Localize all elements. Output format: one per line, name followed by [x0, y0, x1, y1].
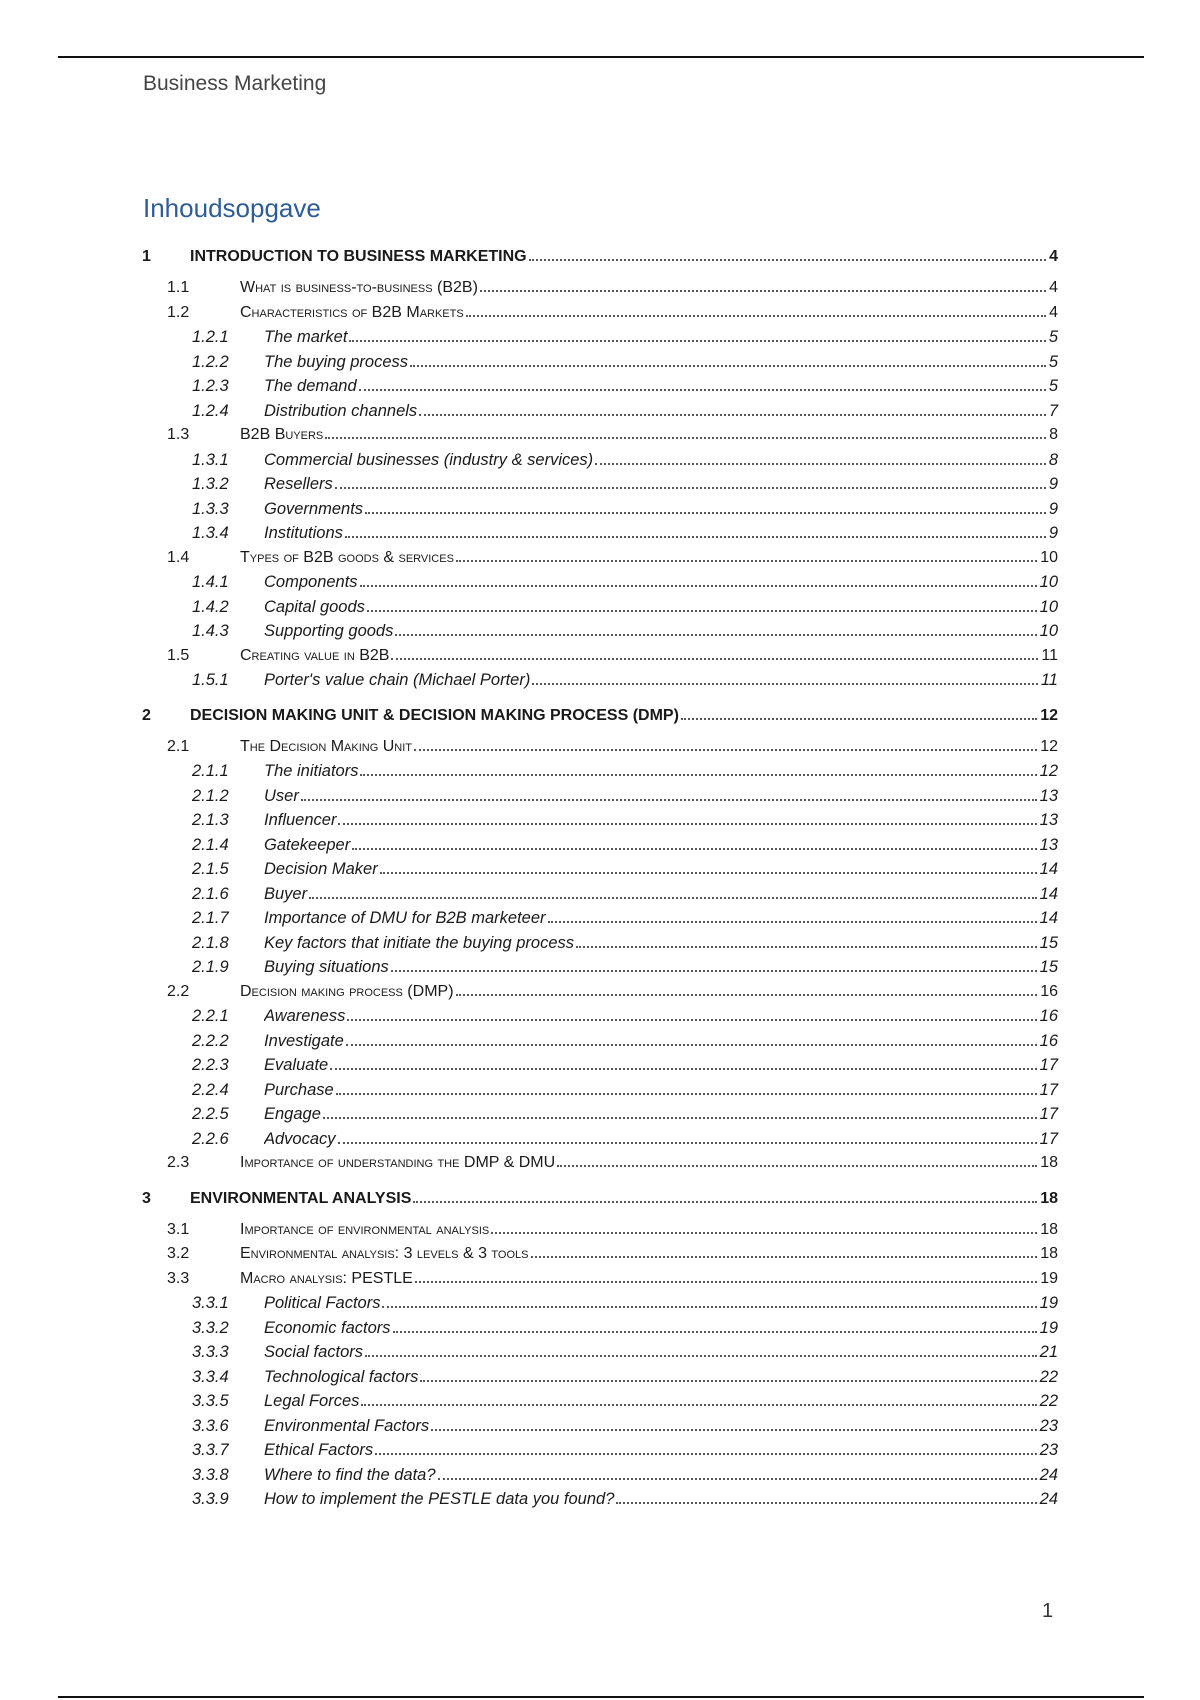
toc-entry-label: Creating value in B2B: [240, 646, 390, 664]
toc-entry-label: Resellers: [264, 475, 333, 493]
toc-leader-dots: [345, 536, 1046, 538]
toc-entry-label: Buying situations: [264, 958, 389, 976]
toc-entry-page: 17: [1039, 1056, 1058, 1074]
toc-entry-label: Technological factors: [264, 1367, 419, 1386]
toc-entry-label: Environmental analysis: 3 levels & 3 tools: [240, 1245, 529, 1262]
toc-leader-dots: [480, 290, 1046, 292]
toc-title: Inhoudsopgave: [143, 193, 321, 223]
toc-entry[interactable]: [140, 1151, 1058, 1176]
toc-entry-page: 19: [1039, 1318, 1058, 1337]
toc-entry-number: 3.3.1: [192, 1294, 229, 1312]
toc-entry[interactable]: [140, 1029, 1058, 1054]
toc-entry-page: 8: [1049, 426, 1058, 443]
toc-leader-dots: [391, 970, 1037, 972]
toc-entry-page: 23: [1039, 1416, 1058, 1435]
toc-entry-number: 2.1.7: [192, 909, 229, 927]
toc-entry[interactable]: [140, 350, 1058, 375]
toc-entry-label: How to implement the PESTLE data you found?: [264, 1490, 615, 1508]
toc-entry[interactable]: [140, 325, 1058, 350]
toc-entry-page: 10: [1039, 622, 1058, 640]
toc-leader-dots: [382, 1306, 1036, 1308]
toc-entry-label: Porter's value chain (Michael Porter): [264, 671, 531, 689]
toc-entry-page: 12: [1040, 737, 1058, 755]
toc-entry-page: 15: [1039, 958, 1058, 976]
toc-entry-number: 2.1.1: [192, 762, 229, 780]
toc-entry[interactable]: [140, 276, 1058, 301]
toc-entry-number: 2.2.2: [192, 1031, 229, 1050]
toc-leader-dots: [365, 1355, 1037, 1357]
toc-leader-dots: [456, 560, 1037, 562]
toc-entry[interactable]: [140, 595, 1058, 620]
toc-leader-dots: [346, 1044, 1037, 1046]
toc-leader-dots: [548, 921, 1037, 923]
toc-entry-page: 18: [1040, 1220, 1058, 1238]
toc-entry-number: 3.3: [167, 1269, 190, 1287]
toc-entry[interactable]: [140, 1340, 1058, 1365]
toc-entry-page: 5: [1048, 352, 1058, 371]
toc-entry-number: 1.3.1: [192, 450, 229, 469]
toc-entry-number: 3.3.9: [192, 1490, 229, 1508]
toc-entry-label: Environmental Factors: [264, 1416, 430, 1435]
toc-entry-page: 16: [1040, 982, 1058, 1000]
toc-entry-page: 5: [1048, 328, 1058, 346]
toc-entry-label: The demand: [264, 377, 357, 395]
toc-leader-dots: [323, 1117, 1037, 1119]
toc-entry[interactable]: [140, 1316, 1058, 1341]
toc-leader-dots: [414, 749, 1037, 751]
toc-leader-dots: [576, 946, 1037, 948]
toc-entry-label: Governments: [264, 499, 364, 518]
toc-entry-number: 3.2: [167, 1245, 190, 1262]
toc-entry-page: 13: [1039, 811, 1058, 829]
toc-entry-label: Decision making process (DMP): [240, 982, 454, 1000]
toc-entry-label: DECISION MAKING UNIT & DECISION MAKING PROCESS (DMP): [190, 706, 679, 724]
toc-entry-label: Characteristics of B2B Markets: [240, 303, 464, 321]
toc-entry-page: 10: [1039, 573, 1058, 591]
toc-leader-dots: [531, 1256, 1038, 1258]
header-rule: [58, 56, 1144, 58]
toc-entry[interactable]: [140, 448, 1058, 473]
toc-entry-page: 18: [1040, 1245, 1058, 1262]
toc-leader-dots: [375, 1453, 1037, 1455]
toc-entry-label: Macro analysis: PESTLE: [240, 1269, 413, 1287]
toc-entry-label: Investigate: [264, 1031, 344, 1050]
toc-entry-page: 19: [1039, 1294, 1058, 1312]
toc-entry-page: 24: [1039, 1490, 1058, 1508]
toc-entry-label: Advocacy: [264, 1129, 336, 1148]
toc-entry-label: Institutions: [264, 524, 343, 542]
toc-entry-number: 1.3: [167, 426, 190, 443]
toc-entry-page: 22: [1039, 1392, 1058, 1410]
toc-entry-label: The buying process: [264, 352, 408, 371]
toc-entry-page: 21: [1039, 1343, 1058, 1361]
toc-entry-page: 24: [1039, 1465, 1058, 1484]
toc-entry-label: Components: [264, 573, 358, 591]
toc-entry-page: 18: [1040, 1189, 1058, 1207]
toc-leader-dots: [336, 1093, 1037, 1095]
toc-entry[interactable]: [140, 784, 1058, 809]
toc-entry-page: 13: [1039, 786, 1058, 805]
toc-entry-number: 3.3.3: [192, 1343, 229, 1361]
toc-entry-page: 11: [1040, 671, 1058, 689]
toc-entry-label: Types of B2B goods & services: [240, 548, 454, 566]
toc-entry-label: User: [264, 786, 299, 805]
toc-entry-number: 1.2.2: [192, 352, 229, 371]
toc-leader-dots: [595, 463, 1046, 465]
toc-entry-label: What is business-to-business (B2B): [240, 279, 478, 296]
toc-leader-dots: [338, 1142, 1037, 1144]
toc-entry[interactable]: [140, 931, 1058, 956]
toc-entry-number: 1.4.3: [192, 622, 229, 640]
toc-entry-number: 1.2: [167, 303, 190, 321]
toc-leader-dots: [420, 1380, 1036, 1382]
toc-entry[interactable]: [140, 497, 1058, 522]
toc-leader-dots: [413, 1201, 1037, 1203]
toc-entry-number: 1.2.3: [192, 377, 229, 395]
toc-entry-page: 18: [1040, 1154, 1058, 1171]
toc-entry-number: 2.1.9: [192, 958, 229, 976]
toc-entry-label: Decision Maker: [264, 860, 378, 878]
toc-leader-dots: [352, 848, 1036, 850]
toc-entry[interactable]: [140, 833, 1058, 858]
toc-entry-label: Economic factors: [264, 1318, 391, 1337]
toc-entry-label: ENVIRONMENTAL ANALYSIS: [190, 1189, 412, 1207]
toc-entry-label: Capital goods: [264, 597, 365, 616]
toc-entry-number: 2.2.1: [192, 1007, 229, 1025]
toc-entry[interactable]: [140, 1438, 1058, 1463]
toc-entry-label: INTRODUCTION TO BUSINESS MARKETING: [190, 248, 527, 265]
toc-entry[interactable]: [140, 374, 1058, 399]
toc-entry-label: Where to find the data?: [264, 1465, 436, 1484]
toc-entry[interactable]: [140, 1267, 1058, 1292]
toc-entry-page: 14: [1039, 884, 1058, 903]
toc-entry-label: Awareness: [264, 1007, 346, 1025]
toc-entry[interactable]: [140, 546, 1058, 571]
toc-entry[interactable]: [140, 1414, 1058, 1439]
toc-entry-page: 8: [1048, 450, 1058, 469]
toc-entry[interactable]: [140, 1389, 1058, 1414]
table-of-contents: [140, 243, 1058, 1512]
toc-entry[interactable]: [140, 808, 1058, 833]
toc-entry-number: 2.1.8: [192, 933, 229, 952]
toc-entry-number: 2.1.6: [192, 884, 229, 903]
toc-entry-number: 3.3.6: [192, 1416, 229, 1435]
toc-entry[interactable]: [140, 759, 1058, 784]
toc-entry[interactable]: [140, 1291, 1058, 1316]
toc-entry[interactable]: [140, 1004, 1058, 1029]
toc-leader-dots: [395, 634, 1036, 636]
toc-entry-label: The initiators: [264, 762, 359, 780]
toc-entry-number: 1.3.2: [192, 475, 229, 493]
toc-leader-dots: [360, 774, 1036, 776]
toc-leader-dots: [529, 259, 1046, 261]
toc-entry[interactable]: [140, 882, 1058, 907]
toc-entry[interactable]: [140, 1078, 1058, 1103]
toc-entry-number: 1: [142, 248, 151, 265]
toc-leader-dots: [359, 389, 1046, 391]
toc-leader-dots: [466, 315, 1046, 317]
toc-entry-number: 2.2.6: [192, 1129, 229, 1148]
toc-entry-number: 2.2.4: [192, 1080, 229, 1099]
toc-leader-dots: [301, 799, 1037, 801]
toc-leader-dots: [365, 512, 1046, 514]
toc-entry-number: 2: [142, 706, 151, 724]
toc-entry-label: Political Factors: [264, 1294, 381, 1312]
toc-entry-number: 1.1: [167, 279, 190, 296]
toc-leader-dots: [410, 365, 1046, 367]
toc-entry-number: 1.5.1: [192, 671, 229, 689]
toc-leader-dots: [347, 1019, 1036, 1021]
toc-entry[interactable]: [140, 857, 1058, 882]
toc-leader-dots: [391, 658, 1038, 660]
toc-entry-number: 3.3.8: [192, 1465, 229, 1484]
toc-entry-number: 2.1.5: [192, 860, 229, 878]
toc-leader-dots: [393, 1331, 1037, 1333]
toc-entry-label: B2B Buyers: [240, 426, 324, 443]
toc-entry-page: 12: [1039, 762, 1058, 780]
toc-entry-page: 16: [1039, 1007, 1058, 1025]
toc-entry[interactable]: [140, 1463, 1058, 1488]
toc-leader-dots: [380, 872, 1037, 874]
toc-entry-label: Influencer: [264, 811, 337, 829]
toc-entry-page: 9: [1048, 475, 1058, 493]
toc-entry-label: Importance of understanding the DMP & DMU: [240, 1154, 556, 1171]
toc-leader-dots: [532, 683, 1038, 685]
toc-entry-label: Buyer: [264, 884, 308, 903]
toc-entry-page: 13: [1039, 835, 1058, 854]
toc-entry-page: 14: [1039, 909, 1058, 927]
toc-entry-label: Ethical Factors: [264, 1441, 374, 1459]
toc-entry-label: Importance of environmental analysis: [240, 1220, 490, 1238]
toc-leader-dots: [415, 1281, 1037, 1283]
toc-entry-label: Engage: [264, 1105, 321, 1123]
toc-entry-number: 3.1: [167, 1220, 190, 1238]
toc-leader-dots: [681, 718, 1037, 720]
toc-entry[interactable]: [140, 1218, 1058, 1243]
toc-leader-dots: [349, 340, 1045, 342]
toc-entry-number: 1.3.3: [192, 499, 229, 518]
toc-entry-page: 17: [1039, 1080, 1058, 1099]
toc-entry[interactable]: [140, 243, 1058, 271]
toc-entry[interactable]: [140, 1127, 1058, 1152]
toc-leader-dots: [431, 1429, 1037, 1431]
toc-leader-dots: [438, 1478, 1037, 1480]
toc-entry-number: 1.2.4: [192, 401, 229, 420]
toc-entry[interactable]: [140, 735, 1058, 760]
toc-entry-page: 5: [1048, 377, 1058, 395]
toc-entry-page: 22: [1039, 1367, 1058, 1386]
footer-rule: [58, 1696, 1144, 1698]
toc-entry-number: 2.1.4: [192, 835, 229, 854]
toc-entry-number: 3.3.7: [192, 1441, 229, 1459]
toc-entry-label: Distribution channels: [264, 401, 418, 420]
toc-entry-number: 3.3.5: [192, 1392, 229, 1410]
toc-entry-number: 1.5: [167, 646, 190, 664]
toc-entry-number: 3: [142, 1189, 151, 1207]
toc-entry-label: Social factors: [264, 1343, 364, 1361]
toc-entry[interactable]: [140, 980, 1058, 1005]
toc-entry-label: Supporting goods: [264, 622, 394, 640]
toc-entry-number: 1.4: [167, 548, 190, 566]
toc-entry[interactable]: [140, 906, 1058, 931]
toc-entry[interactable]: [140, 668, 1058, 693]
toc-entry-page: 12: [1040, 706, 1058, 724]
toc-leader-dots: [330, 1068, 1036, 1070]
toc-entry[interactable]: [140, 399, 1058, 424]
document-header: Business Marketing: [143, 72, 327, 95]
toc-leader-dots: [557, 1165, 1037, 1167]
toc-entry-page: 17: [1039, 1105, 1058, 1123]
toc-entry-page: 11: [1041, 646, 1058, 664]
toc-entry-page: 4: [1049, 303, 1058, 321]
toc-entry[interactable]: [140, 1185, 1058, 1213]
toc-entry[interactable]: [140, 1242, 1058, 1267]
toc-entry-label: Gatekeeper: [264, 835, 351, 854]
toc-leader-dots: [309, 897, 1037, 899]
toc-entry-label: The Decision Making Unit: [240, 737, 413, 755]
toc-entry-number: 3.3.4: [192, 1367, 229, 1386]
toc-leader-dots: [367, 610, 1037, 612]
toc-entry-page: 10: [1040, 548, 1058, 566]
toc-entry[interactable]: [140, 472, 1058, 497]
toc-leader-dots: [338, 823, 1036, 825]
toc-entry-number: 2.1.3: [192, 811, 229, 829]
toc-leader-dots: [456, 994, 1038, 996]
toc-entry-page: 9: [1048, 524, 1058, 542]
toc-leader-dots: [491, 1232, 1037, 1234]
toc-entry[interactable]: [140, 644, 1058, 669]
toc-entry-page: 7: [1048, 401, 1058, 420]
toc-leader-dots: [361, 1404, 1036, 1406]
toc-entry[interactable]: [140, 955, 1058, 980]
toc-entry-label: Purchase: [264, 1080, 334, 1099]
toc-entry-page: 10: [1039, 597, 1058, 616]
toc-entry-number: 1.2.1: [192, 328, 229, 346]
toc-entry-label: Importance of DMU for B2B marketeer: [264, 909, 546, 927]
toc-entry-page: 23: [1039, 1441, 1058, 1459]
page-number: 1: [1042, 1600, 1054, 1622]
toc-entry-number: 2.2.3: [192, 1056, 229, 1074]
toc-entry[interactable]: [140, 1365, 1058, 1390]
toc-entry[interactable]: [140, 1102, 1058, 1127]
toc-entry-label: Commercial businesses (industry & services): [264, 450, 594, 469]
toc-entry-number: 2.1: [167, 737, 190, 755]
toc-leader-dots: [419, 414, 1046, 416]
toc-entry-label: Evaluate: [264, 1056, 329, 1074]
toc-entry-page: 19: [1040, 1269, 1058, 1287]
toc-entry-page: 14: [1039, 860, 1058, 878]
toc-entry[interactable]: [140, 301, 1058, 326]
toc-entry-label: The market: [264, 328, 348, 346]
toc-entry-page: 17: [1039, 1129, 1058, 1148]
toc-entry[interactable]: [140, 619, 1058, 644]
toc-entry-number: 1.3.4: [192, 524, 229, 542]
toc-entry-number: 2.2.5: [192, 1105, 229, 1123]
toc-leader-dots: [616, 1502, 1036, 1504]
toc-entry[interactable]: [140, 423, 1058, 448]
toc-entry-number: 2.2: [167, 982, 190, 1000]
toc-entry-number: 3.3.2: [192, 1318, 229, 1337]
toc-entry-number: 2.1.2: [192, 786, 229, 805]
toc-entry-number: 1.4.1: [192, 573, 229, 591]
toc-entry[interactable]: [140, 1053, 1058, 1078]
toc-leader-dots: [325, 437, 1046, 439]
toc-entry-number: 2.3: [167, 1154, 190, 1171]
toc-entry-page: 15: [1039, 933, 1058, 952]
toc-entry-label: Legal Forces: [264, 1392, 360, 1410]
toc-entry-page: 4: [1049, 279, 1058, 296]
toc-leader-dots: [360, 585, 1037, 587]
toc-entry[interactable]: [140, 521, 1058, 546]
toc-entry-page: 9: [1048, 499, 1058, 518]
toc-entry[interactable]: [140, 570, 1058, 595]
toc-entry-label: Key factors that initiate the buying process: [264, 933, 575, 952]
toc-entry[interactable]: [140, 1487, 1058, 1512]
toc-entry-number: 1.4.2: [192, 597, 229, 616]
toc-entry[interactable]: [140, 702, 1058, 730]
toc-entry-page: 16: [1039, 1031, 1058, 1050]
toc-entry-page: 4: [1049, 248, 1058, 265]
toc-leader-dots: [335, 487, 1046, 489]
